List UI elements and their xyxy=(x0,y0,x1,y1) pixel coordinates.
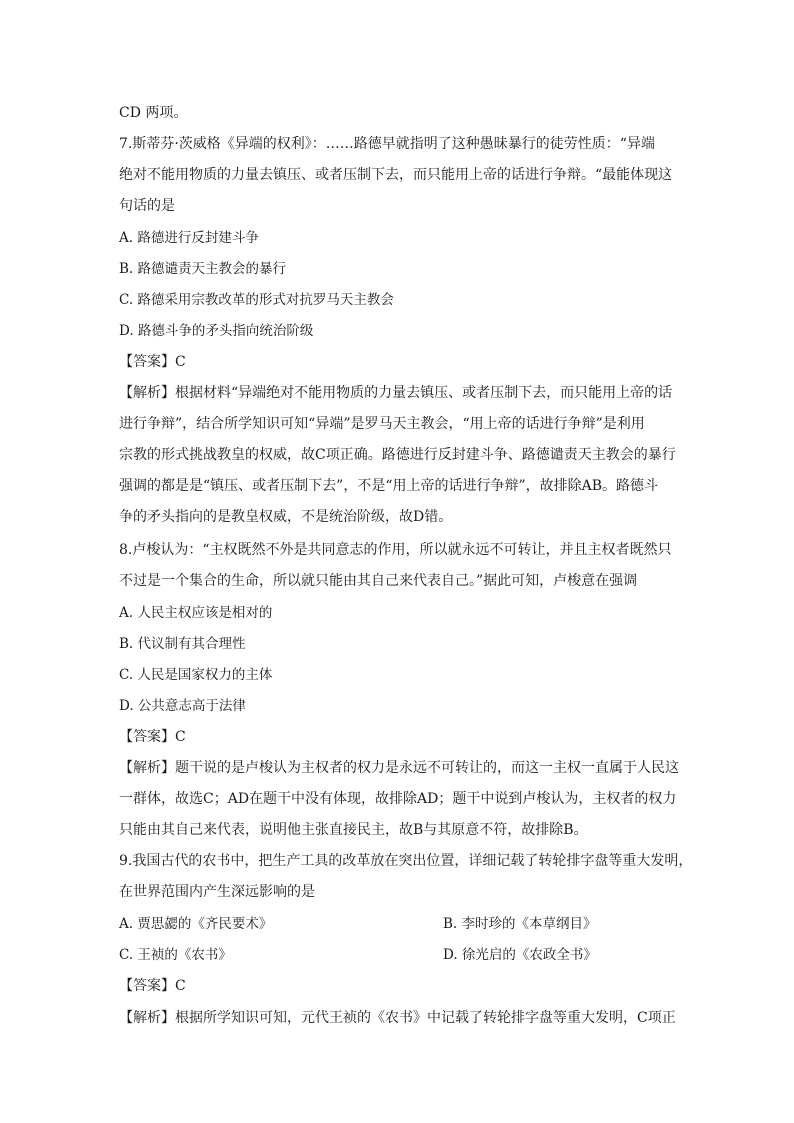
text-line: 在世界范围内产生深远影响的是 xyxy=(119,884,315,900)
text-line: 宗教的形式挑战教皇的权威，故C项正确。路德进行反封建斗争、路德谴责天主教会的暴行 xyxy=(119,447,676,463)
option-c: C. 王祯的《农书》 xyxy=(119,947,232,963)
text-line: CD 两项。 xyxy=(119,105,188,121)
option-b: B. 代议制有其合理性 xyxy=(119,636,246,652)
text-line: 进行争辩”，结合所学知识可知“异端”是罗马天主教会，“用上帝的话进行争辩”是利用 xyxy=(119,416,645,432)
option-d: D. 徐光启的《农政全书》 xyxy=(443,947,597,963)
analysis-line: 【解析】根据材料“异端绝对不能用物质的力量去镇压、或者压制下去，而只能用上帝的话 xyxy=(119,385,673,401)
analysis-line: 【解析】根据所学知识可知，元代王祯的《农书》中记载了转轮排字盘等重大发明，C项正 xyxy=(119,1010,676,1026)
option-b: B. 路德谴责天主教会的暴行 xyxy=(119,261,287,277)
option-b: B. 李时珍的《本草纲目》 xyxy=(443,916,597,932)
option-a: A. 路德进行反封建斗争 xyxy=(119,230,259,246)
answer-line: 【答案】C xyxy=(119,354,186,370)
text-line: 不过是一个集合的生命，所以就只能由其自己来代表自己。”据此可知，卢梭意在强调 xyxy=(119,573,638,589)
text-line: 争的矛头指向的是教皇权威，不是统治阶级，故D错。 xyxy=(119,509,453,525)
text-line: 句话的是 xyxy=(119,198,175,214)
text-line: 绝对不能用物质的力量去镇压、或者压制下去，而只能用上帝的话进行争辩。“最能体现这 xyxy=(119,167,673,183)
option-d: D. 公共意志高于法律 xyxy=(119,698,246,714)
option-c: C. 人民是国家权力的主体 xyxy=(119,667,273,683)
analysis-line: 【解析】题干说的是卢梭认为主权者的权力是永远不可转让的，而这一主权一直属于人民这 xyxy=(119,760,679,776)
option-c: C. 路德采用宗教改革的形式对抗罗马天主教会 xyxy=(119,292,394,308)
text-line: 一群体，故选C；AD在题干中没有体现，故排除AD；题干中说到卢梭认为，主权者的权力 xyxy=(119,791,677,807)
option-d: D. 路德斗争的矛头指向统治阶级 xyxy=(119,323,314,339)
answer-line: 【答案】C xyxy=(119,729,186,745)
text-line: 强调的都是是“镇压、或者压制下去”，不是“用上帝的话进行争辩”，故排除AB。路德斗 xyxy=(119,478,659,494)
answer-line: 【答案】C xyxy=(119,978,186,994)
question-7-stem: 7.斯蒂芬·茨威格《异端的权利》：……路德早就指明了这种愚昧暴行的徒劳性质：“异端 xyxy=(119,136,655,152)
option-a: A. 人民主权应该是相对的 xyxy=(119,605,273,621)
question-9-stem: 9.我国古代的农书中，把生产工具的改革放在突出位置，详细记载了转轮排字盘等重大发明， xyxy=(119,853,693,869)
option-a: A. 贾思勰的《齐民要术》 xyxy=(119,916,273,932)
text-line: 只能由其自己来代表，说明他主张直接民主，故B与其原意不符，故排除B。 xyxy=(119,822,588,838)
question-8-stem: 8.卢梭认为：“主权既然不外是共同意志的作用，所以就永远不可转让，并且主权者既然只 xyxy=(119,542,672,558)
